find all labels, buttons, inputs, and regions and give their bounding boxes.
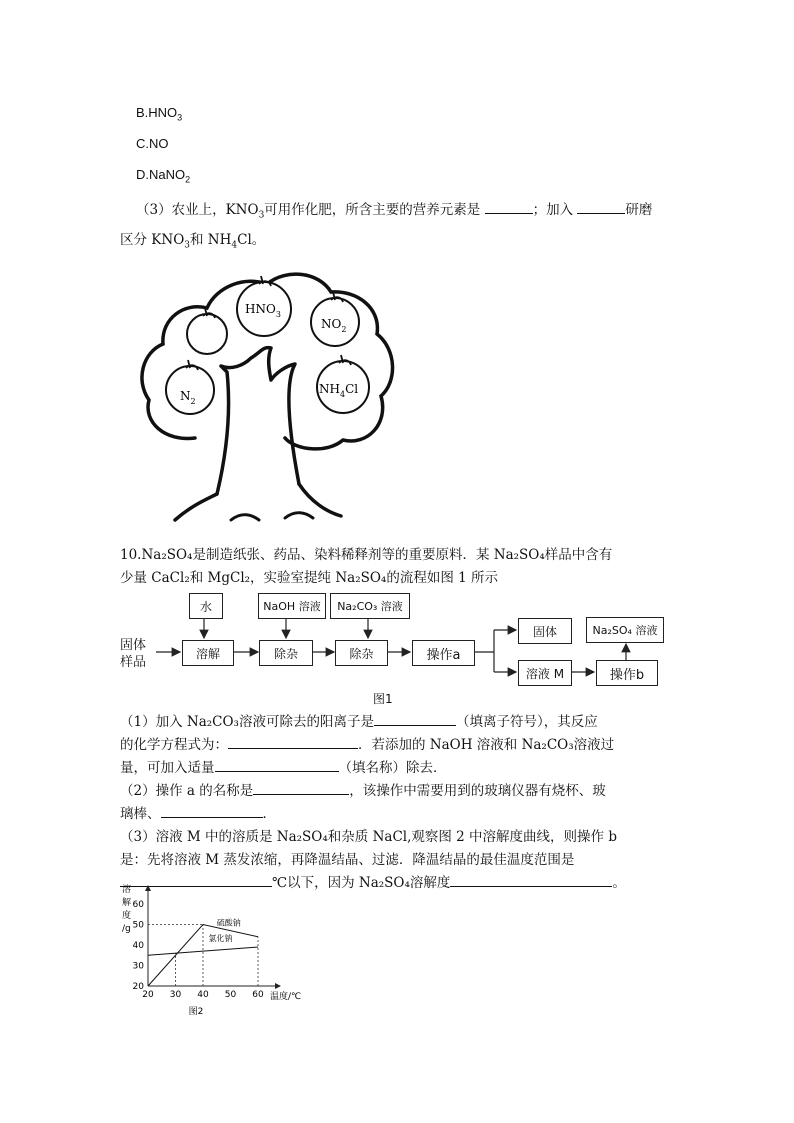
box-remove1: 除杂 <box>259 640 313 666</box>
y-axis-label: 溶 <box>122 885 132 895</box>
answer-blank[interactable] <box>374 713 456 726</box>
box-remove2: 除杂 <box>335 640 388 666</box>
figure1-caption: 图1 <box>373 692 393 706</box>
sub-line6: （3）溶液 M 中的溶质是 Na₂SO₄和杂质 NaCl,观察图 2 中溶解度曲线，则操作 b <box>120 829 617 845</box>
option-d: D.NaNO$_2$ <box>136 167 191 185</box>
series-label: 硫酸钠 <box>216 918 241 928</box>
svg-text:N2: $N_2$ <box>180 389 196 406</box>
apple-small <box>187 308 227 354</box>
option-c: C.NO <box>136 136 169 151</box>
box-na2co3: Na₂CO₃ 溶液 <box>330 593 410 619</box>
answer-blank[interactable] <box>161 805 263 818</box>
x-tick-label: 40 <box>197 990 209 1000</box>
y-axis-label: 度 <box>122 911 132 921</box>
sub-line1: （1）加入 Na₂CO₃溶液可除去的阳离子是 （填离子符号），其反应 <box>120 714 598 730</box>
box-product: Na₂SO₄ 溶液 <box>586 617 664 643</box>
y-tick-label: 40 <box>132 941 144 951</box>
sub-line5: 璃棒、 ． <box>120 806 276 822</box>
answer-blank[interactable] <box>450 874 612 887</box>
answer-blank[interactable] <box>215 759 339 772</box>
figure2-caption: 图2 <box>188 1007 204 1017</box>
q10-line2: 少量 CaCl₂和 MgCl₂，实验室提纯 Na₂SO₄的流程如图 1 所示 <box>120 570 499 586</box>
flow-start: 固体 样品 <box>120 638 147 670</box>
y-tick-label: 30 <box>132 961 144 972</box>
x-axis-label: 温度/℃ <box>270 992 302 1002</box>
box-naoh: NaOH 溶液 <box>258 593 326 619</box>
series-label: 氯化钠 <box>208 933 233 943</box>
y-tick-label: 20 <box>132 982 144 992</box>
solubility-chart <box>110 880 310 1020</box>
x-tick-label: 30 <box>169 990 182 1000</box>
sub-line7: 是：先将溶液 M 蒸发浓缩，再降温结晶、过滤．降温结晶的最佳温度范围是 <box>120 852 575 868</box>
q3-line1: （3）农业上，$KNO_3$可用作化肥，所含主要的营养元素是 ；加入 研磨 <box>136 202 653 221</box>
tree-figure <box>135 262 405 532</box>
y-tick-label: 60 <box>132 900 144 910</box>
svg-text:NH4Cl: $NH_4Cl$ <box>319 382 359 399</box>
answer-blank[interactable] <box>228 736 358 749</box>
apple-hno3 <box>237 276 291 336</box>
svg-text:NO2: $NO_2$ <box>321 317 347 334</box>
answer-blank[interactable] <box>485 201 533 214</box>
apple-no2 <box>311 292 359 346</box>
y-axis-label: /g <box>122 924 131 934</box>
sub-line4: （2）操作 a 的名称是 ，该操作中需要用到的玻璃仪器有烧杯、玻 <box>120 783 606 799</box>
box-op-a: 操作a <box>412 640 475 666</box>
sub-line8: ℃以下，因为 Na₂SO₄溶解度 。 <box>120 871 626 891</box>
apple-nh4cl <box>317 355 369 413</box>
box-solution-m: 溶液 M <box>518 660 572 686</box>
sub-line3: 量，可加入适量 （填名称）除去． <box>120 760 447 776</box>
y-axis-label: 解 <box>122 898 132 908</box>
q10-line1: 10.Na₂SO₄是制造纸张、药品、染料稀释剂等的重要原料．某 Na₂SO₄样品中含有 <box>120 547 613 563</box>
q3-line2: 区分 $KNO_3$和 $NH_4Cl$。 <box>120 232 266 251</box>
option-b: $B.HNO_3$ <box>136 105 183 123</box>
x-tick-label: 50 <box>224 990 237 1000</box>
x-tick-label: 60 <box>252 990 264 1000</box>
apple-n2 <box>166 360 214 414</box>
box-dissolve: 溶解 <box>182 640 234 666</box>
sub-line2: 的化学方程式为： ．若添加的 NaOH 溶液和 Na₂CO₃溶液过 <box>120 737 615 753</box>
box-solid: 固体 <box>518 618 572 644</box>
answer-blank[interactable] <box>253 782 349 795</box>
box-op-b: 操作b <box>596 660 658 686</box>
box-water: 水 <box>189 593 223 619</box>
answer-blank[interactable] <box>577 201 625 214</box>
y-tick-label: 50 <box>132 920 144 931</box>
x-tick-label: 20 <box>142 990 154 1000</box>
svg-text:HNO3: $HNO_3$ <box>245 302 281 319</box>
